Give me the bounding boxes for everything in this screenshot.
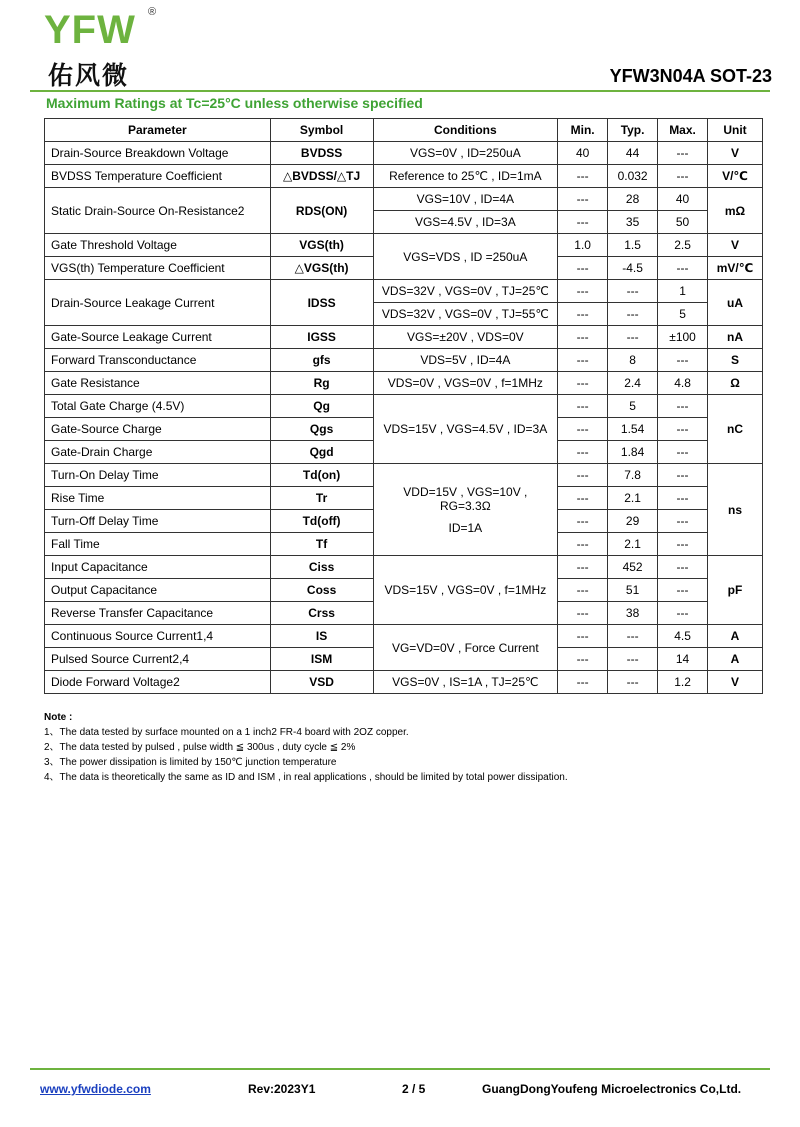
min-cell: ---: [558, 165, 608, 188]
param-cell: Turn-Off Delay Time: [45, 510, 271, 533]
unit-cell: V/℃: [708, 165, 763, 188]
condition-cell: VG=VD=0V , Force Current: [373, 625, 558, 671]
symbol-cell: VSD: [270, 671, 373, 694]
param-cell: Diode Forward Voltage2: [45, 671, 271, 694]
min-cell: ---: [558, 464, 608, 487]
table-row: [45, 625, 763, 648]
typ-cell: 1.54: [608, 418, 658, 441]
min-cell: 1.0: [558, 234, 608, 257]
max-cell: ---: [658, 142, 708, 165]
header-unit: Unit: [708, 119, 763, 142]
symbol-cell: Tr: [270, 487, 373, 510]
header-divider: [30, 90, 770, 92]
typ-cell: 38: [608, 602, 658, 625]
param-cell: Gate Resistance: [45, 372, 271, 395]
min-cell: ---: [558, 280, 608, 303]
company-name: GuangDongYoufeng Microelectronics Co,Ltd.: [482, 1082, 742, 1096]
min-cell: ---: [558, 188, 608, 211]
table-row: [45, 165, 763, 188]
table-row: [45, 372, 763, 395]
symbol-cell: ISM: [270, 648, 373, 671]
max-cell: ---: [658, 602, 708, 625]
symbol-cell: IDSS: [270, 280, 373, 326]
unit-cell: S: [708, 349, 763, 372]
max-cell: ---: [658, 579, 708, 602]
max-cell: ±100: [658, 326, 708, 349]
max-cell: ---: [658, 533, 708, 556]
param-cell: Turn-On Delay Time: [45, 464, 271, 487]
condition-cell: VDS=15V , VGS=4.5V , ID=3A: [373, 395, 558, 464]
min-cell: ---: [558, 625, 608, 648]
condition-line: VDD=15V , VGS=10V , RG=3.3Ω: [403, 484, 528, 513]
param-cell: Static Drain-Source On-Resistance2: [45, 188, 271, 234]
condition-cell: VDS=0V , VGS=0V , f=1MHz: [373, 372, 558, 395]
typ-cell: -4.5: [608, 257, 658, 280]
company-logo: YFW: [44, 8, 136, 52]
condition-cell: VDS=32V , VGS=0V , TJ=55℃: [373, 303, 558, 326]
typ-cell: 28: [608, 188, 658, 211]
max-cell: 50: [658, 211, 708, 234]
table-row: [45, 326, 763, 349]
min-cell: ---: [558, 372, 608, 395]
min-cell: ---: [558, 303, 608, 326]
table-row: [45, 188, 763, 211]
min-cell: ---: [558, 556, 608, 579]
unit-cell: A: [708, 625, 763, 648]
unit-cell: Ω: [708, 372, 763, 395]
typ-cell: 51: [608, 579, 658, 602]
company-logo-chinese: 佑风微: [48, 61, 130, 90]
max-cell: ---: [658, 441, 708, 464]
max-cell: ---: [658, 510, 708, 533]
max-cell: ---: [658, 556, 708, 579]
param-cell: Reverse Transfer Capacitance: [45, 602, 271, 625]
condition-line: ID=1A: [448, 520, 483, 535]
max-cell: ---: [658, 257, 708, 280]
table-row: [45, 464, 763, 487]
typ-cell: ---: [608, 625, 658, 648]
revision-label: Rev:2023Y1: [248, 1082, 316, 1096]
param-cell: Fall Time: [45, 533, 271, 556]
typ-cell: 2.4: [608, 372, 658, 395]
typ-cell: 35: [608, 211, 658, 234]
param-cell: Output Capacitance: [45, 579, 271, 602]
typ-cell: 5: [608, 395, 658, 418]
registered-mark: ®: [148, 6, 157, 18]
note-item: 1、The data tested by surface mounted on a 1 inch2 FR-4 board with 2OZ copper.: [44, 727, 409, 738]
min-cell: 40: [558, 142, 608, 165]
symbol-cell: Qgs: [270, 418, 373, 441]
min-cell: ---: [558, 211, 608, 234]
symbol-cell: △BVDSS/△TJ: [270, 165, 373, 188]
condition-cell: VGS=0V , IS=1A , TJ=25℃: [373, 671, 558, 694]
condition-cell: VDS=15V , VGS=0V , f=1MHz: [373, 556, 558, 625]
min-cell: ---: [558, 648, 608, 671]
symbol-cell: Ciss: [270, 556, 373, 579]
param-cell: Drain-Source Breakdown Voltage: [45, 142, 271, 165]
symbol-cell: IS: [270, 625, 373, 648]
condition-cell: VGS=4.5V , ID=3A: [373, 211, 558, 234]
min-cell: ---: [558, 487, 608, 510]
param-cell: Total Gate Charge (4.5V): [45, 395, 271, 418]
unit-cell: mΩ: [708, 188, 763, 234]
typ-cell: 8: [608, 349, 658, 372]
header-conditions: Conditions: [373, 119, 558, 142]
table-row: [45, 142, 763, 165]
table-row: [45, 349, 763, 372]
symbol-cell: VGS(th): [270, 234, 373, 257]
symbol-cell: Td(off): [270, 510, 373, 533]
typ-cell: 452: [608, 556, 658, 579]
symbol-cell: RDS(ON): [270, 188, 373, 234]
symbol-cell: △VGS(th): [270, 257, 373, 280]
condition-cell: Reference to 25℃ , ID=1mA: [373, 165, 558, 188]
param-cell: Continuous Source Current1,4: [45, 625, 271, 648]
note-item: 2、The data tested by pulsed , pulse width ≦ 300us , duty cycle ≦ 2%: [44, 742, 356, 753]
typ-cell: ---: [608, 326, 658, 349]
min-cell: ---: [558, 671, 608, 694]
typ-cell: ---: [608, 648, 658, 671]
max-cell: ---: [658, 165, 708, 188]
symbol-cell: Crss: [270, 602, 373, 625]
typ-cell: 7.8: [608, 464, 658, 487]
table-row: [45, 671, 763, 694]
max-cell: 4.5: [658, 625, 708, 648]
table-row: [45, 234, 763, 257]
symbol-cell: IGSS: [270, 326, 373, 349]
param-cell: Rise Time: [45, 487, 271, 510]
max-cell: ---: [658, 349, 708, 372]
max-cell: ---: [658, 487, 708, 510]
unit-cell: pF: [708, 556, 763, 625]
symbol-cell: Qg: [270, 395, 373, 418]
section-title: Maximum Ratings at Tc=25°C unless otherwise specified: [46, 95, 423, 111]
min-cell: ---: [558, 602, 608, 625]
symbol-cell: Tf: [270, 533, 373, 556]
max-cell: 2.5: [658, 234, 708, 257]
min-cell: ---: [558, 395, 608, 418]
max-cell: 40: [658, 188, 708, 211]
min-cell: ---: [558, 349, 608, 372]
typ-cell: ---: [608, 671, 658, 694]
symbol-cell: BVDSS: [270, 142, 373, 165]
condition-cell: VDS=5V , ID=4A: [373, 349, 558, 372]
max-cell: ---: [658, 395, 708, 418]
min-cell: ---: [558, 326, 608, 349]
unit-cell: nA: [708, 326, 763, 349]
symbol-cell: gfs: [270, 349, 373, 372]
notes-section: [44, 710, 568, 785]
max-cell: 1: [658, 280, 708, 303]
max-cell: 4.8: [658, 372, 708, 395]
typ-cell: 1.84: [608, 441, 658, 464]
param-cell: Gate-Drain Charge: [45, 441, 271, 464]
symbol-cell: Td(on): [270, 464, 373, 487]
header-parameter: Parameter: [45, 119, 271, 142]
header-symbol: Symbol: [270, 119, 373, 142]
typ-cell: 2.1: [608, 487, 658, 510]
typ-cell: 44: [608, 142, 658, 165]
header-typ: Typ.: [608, 119, 658, 142]
param-cell: Pulsed Source Current2,4: [45, 648, 271, 671]
part-number-title: YFW3N04A SOT-23: [609, 66, 772, 86]
param-cell: VGS(th) Temperature Coefficient: [45, 257, 271, 280]
header-min: Min.: [558, 119, 608, 142]
note-item: 3、The power dissipation is limited by 150℃ junction temperature: [44, 757, 337, 768]
table-row: [45, 395, 763, 418]
typ-cell: 29: [608, 510, 658, 533]
table-row: [45, 280, 763, 303]
param-cell: Gate Threshold Voltage: [45, 234, 271, 257]
min-cell: ---: [558, 579, 608, 602]
unit-cell: A: [708, 648, 763, 671]
table-row: [45, 556, 763, 579]
condition-cell: VDS=32V , VGS=0V , TJ=25℃: [373, 280, 558, 303]
notes-title: Note :: [44, 712, 73, 723]
max-cell: 1.2: [658, 671, 708, 694]
symbol-cell: Rg: [270, 372, 373, 395]
unit-cell: ns: [708, 464, 763, 556]
typ-cell: ---: [608, 303, 658, 326]
condition-cell: VGS=±20V , VDS=0V: [373, 326, 558, 349]
page-number: 2 / 5: [402, 1082, 426, 1096]
min-cell: ---: [558, 257, 608, 280]
param-cell: Input Capacitance: [45, 556, 271, 579]
header-max: Max.: [658, 119, 708, 142]
param-cell: Forward Transconductance: [45, 349, 271, 372]
table-header-row: [45, 119, 763, 142]
min-cell: ---: [558, 510, 608, 533]
max-cell: 5: [658, 303, 708, 326]
unit-cell: V: [708, 234, 763, 257]
typ-cell: 0.032: [608, 165, 658, 188]
condition-cell: [373, 464, 558, 556]
min-cell: ---: [558, 441, 608, 464]
min-cell: ---: [558, 533, 608, 556]
symbol-cell: Coss: [270, 579, 373, 602]
condition-cell: VGS=VDS , ID =250uA: [373, 234, 558, 280]
param-cell: BVDSS Temperature Coefficient: [45, 165, 271, 188]
footer-divider: [30, 1068, 770, 1070]
unit-cell: uA: [708, 280, 763, 326]
param-cell: Drain-Source Leakage Current: [45, 280, 271, 326]
note-item: 4、The data is theoretically the same as ID and ISM , in real applications , should be limited by total power dissipation.: [44, 772, 568, 783]
max-cell: 14: [658, 648, 708, 671]
condition-cell: VGS=0V , ID=250uA: [373, 142, 558, 165]
unit-cell: nC: [708, 395, 763, 464]
unit-cell: V: [708, 142, 763, 165]
min-cell: ---: [558, 418, 608, 441]
param-cell: Gate-Source Leakage Current: [45, 326, 271, 349]
unit-cell: V: [708, 671, 763, 694]
website-link[interactable]: www.yfwdiode.com: [40, 1082, 151, 1096]
max-cell: ---: [658, 464, 708, 487]
electrical-characteristics-table: [44, 118, 763, 694]
param-cell: Gate-Source Charge: [45, 418, 271, 441]
typ-cell: 2.1: [608, 533, 658, 556]
condition-cell: VGS=10V , ID=4A: [373, 188, 558, 211]
typ-cell: ---: [608, 280, 658, 303]
unit-cell: mV/℃: [708, 257, 763, 280]
typ-cell: 1.5: [608, 234, 658, 257]
symbol-cell: Qgd: [270, 441, 373, 464]
max-cell: ---: [658, 418, 708, 441]
